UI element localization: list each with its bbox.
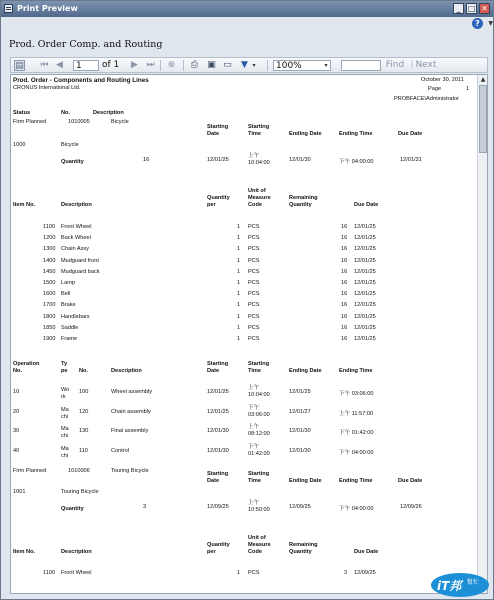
routing-description: Control	[111, 447, 130, 454]
component-description: Back Wheel	[61, 235, 91, 242]
component-description: Mudguard front	[61, 257, 99, 264]
page-number-input[interactable]: 1	[73, 60, 99, 71]
ithome-logo	[429, 571, 491, 599]
component-uom: PCS	[248, 302, 260, 309]
starting-time: 上午 10:50:00	[248, 500, 270, 513]
starting-time: 上午 10:04:00	[248, 153, 270, 166]
col-item-no: Item No.	[13, 202, 36, 208]
ending-date: 12/01/30	[289, 157, 311, 163]
vertical-scrollbar[interactable]	[477, 75, 487, 593]
component-due-date: 12/01/25	[354, 246, 376, 253]
toolbar-separator: |	[410, 60, 414, 70]
col-starting-date: Starting Date	[207, 124, 229, 137]
item-number: 1000	[13, 142, 26, 148]
find-link[interactable]: Find	[385, 60, 405, 70]
page-setup-icon[interactable]: ▭	[223, 60, 232, 70]
col-routing-starting-time: Starting Time	[248, 361, 270, 374]
page-label: Page	[428, 86, 442, 92]
item-number: 1001	[13, 489, 26, 495]
routing-ending-time: 上午 11:57:00	[339, 410, 374, 417]
scrollbar-thumb[interactable]	[479, 85, 487, 153]
component-description: Mudguard back	[61, 268, 100, 275]
col-ending-time: Ending Time	[339, 131, 373, 137]
item-description: Touring Bicycle	[61, 489, 99, 495]
component-item-no: 1900	[43, 336, 56, 342]
routing-type: Wo rk	[61, 387, 70, 400]
col-description: Description	[93, 110, 124, 116]
component-due-date: 12/09/25	[354, 570, 376, 576]
routing-type: Ma chi	[61, 406, 69, 420]
routing-no: 100	[79, 389, 89, 395]
starting-date: 12/01/25	[207, 157, 229, 163]
component-remaining: 16	[341, 268, 348, 275]
component-item-no: 1450	[43, 268, 56, 275]
due-date: 12/09/26	[400, 504, 422, 510]
component-description: Front Wheel	[61, 224, 92, 230]
order-number: 1010005	[68, 119, 90, 125]
report-date: October 30, 2011	[421, 77, 464, 83]
starting-date: 12/09/25	[207, 504, 229, 510]
toolbar-separator	[160, 60, 161, 71]
routing-ending-time: 下午 01:42:00	[339, 430, 374, 436]
close-button[interactable]: ✕	[479, 3, 490, 14]
component-due-date: 12/01/25	[354, 224, 376, 230]
col-quantity-per: Quantity per	[207, 542, 230, 555]
print-preview-icon	[4, 4, 13, 13]
chevron-down-icon[interactable]: ▾	[252, 62, 256, 69]
col-routing-no: No.	[79, 368, 89, 374]
company-name: CRONUS International Ltd.	[13, 85, 81, 91]
routing-no: 110	[79, 447, 88, 454]
component-due-date: 12/01/25	[354, 324, 376, 331]
col-no: No.	[61, 110, 71, 116]
component-uom: PCS	[248, 235, 260, 242]
routing-ending-time: 下午 04:00:00	[339, 449, 374, 456]
col-due-date: Due Date	[398, 131, 423, 137]
col-status: Status	[13, 110, 31, 116]
component-item-no: 1300	[43, 246, 56, 253]
chevron-down-icon[interactable]: ▾	[324, 62, 328, 69]
component-remaining: 16	[341, 257, 348, 264]
report-viewer[interactable]	[10, 74, 488, 594]
component-due-date: 12/01/25	[354, 291, 376, 298]
routing-operation-no: 20	[13, 408, 20, 415]
component-due-date: 12/01/25	[354, 235, 376, 242]
component-qty-per: 1	[237, 280, 241, 286]
report-heading: Prod. Order - Components and Routing Lines	[13, 77, 149, 84]
routing-description: Wheel assembly	[111, 389, 153, 395]
order-description: Bicycle	[111, 119, 129, 125]
page-count-label: of 1	[102, 60, 120, 70]
routing-type: Ma chi	[61, 426, 69, 439]
order-number: 1010006	[68, 468, 90, 474]
component-qty-per: 1	[237, 291, 241, 298]
component-description: Chain Assy	[61, 246, 89, 253]
component-item-no: 1100	[43, 224, 56, 230]
component-qty-per: 1	[237, 302, 241, 309]
component-remaining: 16	[341, 313, 348, 320]
component-uom: PCS	[248, 257, 260, 264]
col-remaining-quantity: Remaining Quantity	[289, 542, 318, 555]
logo-subtext: 幫忙	[467, 579, 480, 586]
window-title: Print Preview	[17, 4, 78, 13]
report-toolbar	[10, 57, 488, 73]
col-item-no: Item No.	[13, 549, 36, 555]
routing-starting-time: 上午 08:12:00	[248, 424, 270, 437]
component-uom: PCS	[248, 224, 260, 230]
user-id: PROBFACE\Administrator	[394, 96, 459, 102]
component-item-no: 1700	[43, 302, 56, 309]
col-routing-description: Description	[111, 368, 142, 374]
routing-ending-date: 12/01/30	[289, 447, 311, 454]
report-page	[11, 75, 480, 594]
scroll-up-icon[interactable]: ▲	[480, 76, 486, 83]
col-remaining-quantity: Remaining Quantity	[289, 195, 318, 208]
parameters-toggle-icon[interactable]: ▤	[15, 61, 24, 71]
ending-date: 12/09/25	[289, 504, 311, 510]
component-due-date: 12/01/25	[354, 336, 376, 342]
routing-starting-time: 下午 03:06:00	[248, 404, 270, 418]
quantity-label: Quantity	[61, 506, 84, 512]
col-ending-time: Ending Time	[339, 478, 373, 484]
component-uom: PCS	[248, 291, 260, 298]
col-ending-date: Ending Date	[289, 478, 322, 484]
component-item-no: 1600	[43, 291, 56, 298]
component-uom: PCS	[248, 280, 260, 286]
component-qty-per: 1	[237, 224, 241, 230]
find-input[interactable]	[341, 60, 381, 71]
component-description: Bell	[61, 291, 71, 298]
component-due-date: 12/01/25	[354, 280, 376, 286]
report-title: Prod. Order Comp. and Routing	[9, 39, 163, 50]
order-status: Firm Planned	[13, 468, 47, 474]
ending-time: 下午 04:00:00	[339, 159, 374, 165]
routing-ending-date: 12/01/30	[289, 428, 311, 434]
component-remaining: 16	[341, 235, 348, 242]
component-description: Frame	[61, 336, 78, 342]
routing-starting-time: 下午 01:42:00	[248, 443, 270, 457]
component-uom: PCS	[248, 570, 260, 576]
col-component-description: Description	[61, 202, 92, 208]
routing-ending-date: 12/01/27	[289, 408, 311, 415]
routing-starting-date: 12/01/30	[207, 428, 229, 434]
component-remaining: 16	[341, 302, 348, 309]
chevron-down-icon[interactable]: ▼	[488, 20, 493, 27]
maximize-button[interactable]: □	[467, 4, 476, 13]
logo-text: iT邦	[437, 579, 462, 593]
component-due-date: 12/01/25	[354, 313, 376, 320]
col-quantity-per: Quantity per	[207, 195, 230, 208]
col-component-due-date: Due Date	[354, 202, 379, 208]
col-operation-no: Operation No.	[13, 361, 40, 374]
component-qty-per: 1	[237, 235, 241, 242]
order-quantity: 16	[143, 157, 150, 163]
col-routing-ending-time: Ending Time	[339, 368, 373, 374]
component-due-date: 12/01/25	[354, 302, 376, 309]
col-routing-starting-date: Starting Date	[207, 361, 229, 374]
routing-ending-time: 下午 03:06:00	[339, 391, 374, 397]
component-qty-per: 1	[237, 324, 241, 331]
component-uom: PCS	[248, 336, 260, 342]
component-item-no: 1100	[43, 570, 56, 576]
export-icon[interactable]: ▼	[241, 60, 248, 70]
component-remaining: 3	[344, 570, 348, 576]
quantity-label: Quantity	[61, 159, 84, 165]
component-remaining: 16	[341, 336, 348, 342]
component-qty-per: 1	[237, 336, 241, 342]
col-starting-time: Starting Time	[248, 471, 270, 484]
col-routing-ending-date: Ending Date	[289, 368, 322, 374]
routing-starting-date: 12/01/25	[207, 389, 229, 395]
toolbar-separator	[267, 60, 268, 71]
routing-operation-no: 40	[13, 447, 20, 454]
component-remaining: 16	[341, 291, 348, 298]
component-remaining: 16	[341, 324, 348, 331]
component-uom: PCS	[248, 313, 260, 320]
routing-ending-date: 12/01/25	[289, 389, 311, 395]
component-due-date: 12/01/25	[354, 268, 376, 275]
component-uom: PCS	[248, 324, 260, 331]
routing-starting-date: 12/01/25	[207, 408, 229, 415]
routing-no: 130	[79, 428, 89, 434]
routing-operation-no: 10	[13, 389, 20, 395]
col-component-description: Description	[61, 549, 92, 555]
routing-starting-date: 12/01/30	[207, 447, 229, 454]
due-date: 12/01/31	[400, 157, 422, 163]
routing-description: Final assembly	[111, 428, 149, 434]
col-starting-time: Starting Time	[248, 124, 270, 137]
component-item-no: 1800	[43, 313, 56, 320]
component-due-date: 12/01/25	[354, 257, 376, 264]
help-icon[interactable]: ?	[472, 18, 483, 29]
title-bar	[1, 1, 493, 17]
item-description: Bicycle	[61, 142, 79, 148]
col-type: Ty pe	[61, 361, 68, 374]
component-description: Saddle	[61, 324, 79, 331]
routing-type: Ma chi	[61, 445, 69, 459]
col-unit-of-measure: Unit of Measure Code	[248, 535, 271, 555]
component-item-no: 1200	[43, 235, 56, 242]
component-remaining: 16	[341, 224, 348, 230]
page-number: 1	[466, 86, 470, 92]
component-qty-per: 1	[237, 313, 241, 320]
toolbar-separator	[183, 60, 184, 71]
col-starting-date: Starting Date	[207, 471, 229, 484]
component-qty-per: 1	[237, 257, 241, 264]
component-item-no: 1500	[43, 280, 56, 286]
col-ending-date: Ending Date	[289, 131, 322, 137]
component-item-no: 1850	[43, 324, 56, 331]
print-icon[interactable]: ⎙	[190, 60, 199, 70]
previous-page-icon[interactable]: ◀	[56, 60, 63, 70]
last-page-icon[interactable]: ⏭	[146, 60, 155, 70]
component-remaining: 16	[341, 246, 348, 253]
zoom-select[interactable]: 100%	[273, 60, 331, 71]
component-qty-per: 1	[237, 268, 241, 275]
component-uom: PCS	[248, 246, 260, 253]
component-qty-per: 1	[237, 570, 241, 576]
help-bar	[1, 17, 493, 31]
stop-icon[interactable]: ⊗	[167, 60, 176, 70]
component-qty-per: 1	[237, 246, 241, 253]
component-uom: PCS	[248, 268, 260, 275]
col-due-date: Due Date	[398, 478, 423, 484]
routing-description: Chain assembly	[111, 408, 151, 415]
routing-no: 120	[79, 408, 89, 415]
component-description: Front Wheel	[61, 570, 92, 576]
component-item-no: 1400	[43, 257, 56, 264]
routing-starting-time: 上午 10:04:00	[248, 385, 270, 398]
component-description: Brake	[61, 302, 76, 309]
first-page-icon[interactable]: ⏮	[40, 60, 49, 70]
component-description: Lamp	[61, 280, 75, 286]
component-description: Handlebars	[61, 313, 90, 320]
component-remaining: 16	[341, 280, 348, 286]
order-status: Firm Planned	[13, 119, 47, 125]
col-unit-of-measure: Unit of Measure Code	[248, 188, 271, 208]
print-layout-icon[interactable]: ▣	[207, 60, 216, 70]
routing-operation-no: 30	[13, 428, 20, 434]
order-description: Touring Bicycle	[111, 468, 149, 474]
next-link[interactable]: Next	[415, 60, 437, 70]
order-quantity: 3	[143, 504, 147, 510]
ending-time: 下午 04:00:00	[339, 506, 374, 512]
next-page-icon[interactable]: ▶	[131, 60, 138, 70]
minimize-button[interactable]: _	[453, 3, 464, 14]
col-component-due-date: Due Date	[354, 549, 379, 555]
